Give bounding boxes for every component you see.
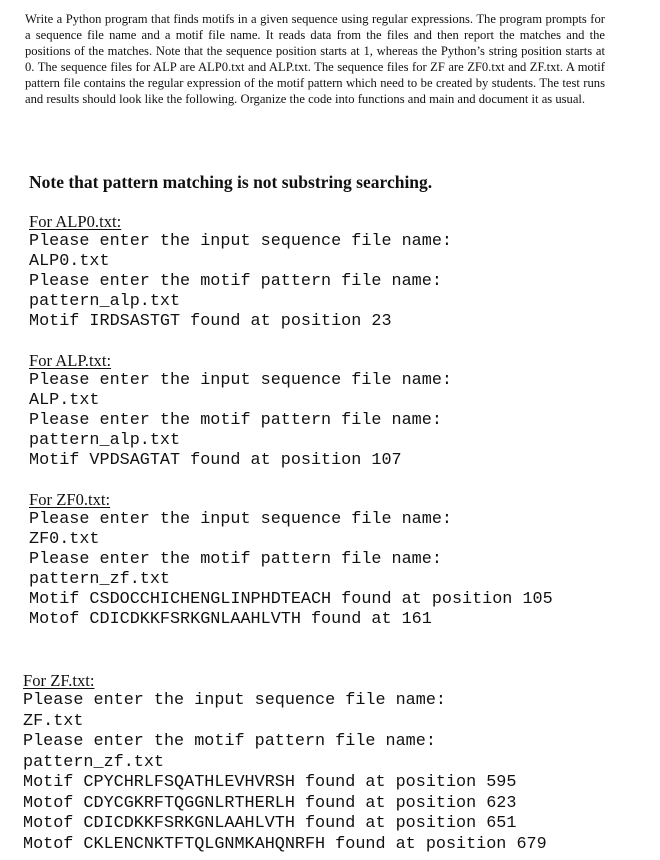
console-line: ZF0.txt: [29, 529, 100, 549]
console-line: Please enter the input sequence file name:: [29, 232, 452, 251]
console-line: Please enter the input sequence file name:: [29, 371, 452, 390]
run-heading: For ALP0.txt:: [29, 212, 122, 231]
console-line: Please enter the motif pattern file name:: [29, 549, 442, 569]
console-line: Please enter the motif pattern file name:: [23, 732, 436, 751]
test-run-alp0: [29, 211, 452, 332]
note-heading: Note that pattern matching is not substring searching.: [29, 172, 433, 192]
console-line: Motif CSDOCCHICHENGLINPHDTEACH found at position 105: [29, 589, 553, 609]
console-line: ZF.txt: [23, 711, 84, 731]
run-heading: For ZF.txt:: [23, 671, 95, 690]
console-line: pattern_zf.txt: [29, 569, 170, 589]
test-run-alp: [29, 350, 452, 471]
console-line: ALP.txt: [29, 390, 100, 410]
console-line: pattern_zf.txt: [23, 752, 164, 772]
console-line: Motif IRDSASTGT found at position 23: [29, 311, 392, 331]
console-line: Motof CDICDKKFSRKGNLAAHLVTH found at 161: [29, 609, 432, 629]
console-line: Please enter the motif pattern file name:: [29, 410, 442, 430]
assignment-description: Write a Python program that finds motifs in a given sequence using regular expressions. The program prompts for a sequence file name and a motif file name. It reads data from the files and then report the matches and the positions of the matches. Note that the sequence position starts at 1, whereas the Python’s string position starts at 0. The sequence files for ALP are ALP0.txt and ALP.txt. The sequence files for ZF are ZF0.txt and ZF.txt. A motif pattern file contains the regular expression of the motif pattern which need to be created by students. The test runs and results should look like the following. Organize the code into functions and main and document it as usual.: [25, 12, 605, 107]
console-line: Motif CPYCHRLFSQATHLEVHVRSH found at position 595: [23, 773, 517, 792]
test-run-zf: [23, 670, 547, 855]
console-line: pattern_alp.txt: [29, 291, 181, 311]
test-run-zf0: [29, 489, 553, 629]
console-line: ALP0.txt: [29, 251, 110, 271]
console-line: Please enter the motif pattern file name:: [29, 271, 442, 291]
run-heading: For ZF0.txt:: [29, 490, 111, 509]
console-line: Please enter the input sequence file name:: [29, 510, 452, 529]
console-line: Motif VPDSAGTAT found at position 107: [29, 450, 402, 470]
console-line: Motof CDICDKKFSRKGNLAAHLVTH found at position 651: [23, 814, 517, 833]
console-line: Motof CDYCGKRFTQGGNLRTHERLH found at position 623: [23, 793, 517, 813]
console-line: Please enter the input sequence file name:: [23, 691, 446, 710]
console-line: pattern_alp.txt: [29, 430, 181, 450]
console-line: Motof CKLENCNKTFTQLGNMKAHQNRFH found at position 679: [23, 834, 547, 854]
run-heading: For ALP.txt:: [29, 351, 112, 370]
